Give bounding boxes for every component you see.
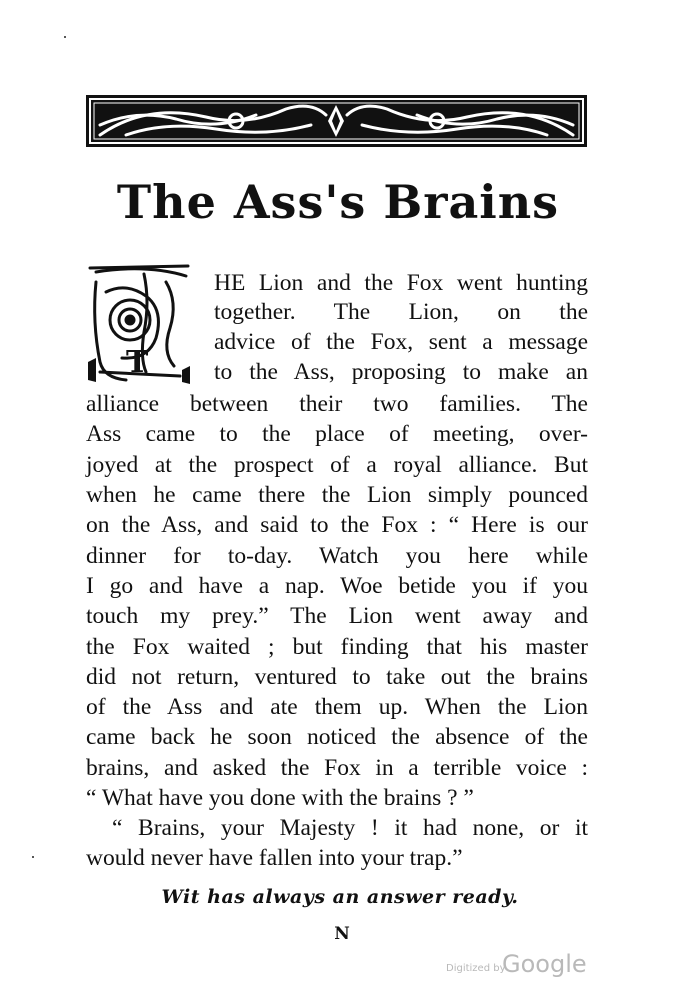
text-line: joyed at the prospect of a royal alliance. But	[86, 452, 588, 478]
scan-speck	[64, 36, 66, 38]
text-line: Ass came to the place of meeting, over-	[86, 421, 588, 447]
ornamental-headpiece	[86, 95, 587, 147]
text-line: together. The Lion, on the	[214, 299, 588, 325]
digitized-watermark	[446, 950, 596, 984]
text-line: “ What have you done with the brains ? ”	[86, 785, 474, 811]
text-line: I go and have a nap. Woe betide you if you	[86, 573, 588, 599]
drop-cap	[86, 262, 192, 384]
text-line: brains, and asked the Fox in a terrible voice :	[86, 755, 588, 781]
text-line: advice of the Fox, sent a message	[214, 329, 588, 355]
text-line: of the Ass and ate them up. When the Lion	[86, 694, 588, 720]
text-line: “ Brains, your Majesty ! it had none, or it	[112, 815, 588, 841]
text-line: the Fox waited ; but finding that his master	[86, 634, 588, 660]
ornamental-letter-t-icon	[86, 262, 192, 384]
text-line: would never have fallen into your trap.”	[86, 845, 463, 871]
text-line: to the Ass, proposing to make an	[214, 359, 588, 385]
signature-mark: N	[334, 924, 350, 944]
text-line: did not return, ventured to take out the brains	[86, 664, 588, 690]
scan-speck	[32, 856, 34, 858]
text-line: alliance between their two families. The	[86, 391, 588, 417]
scroll-ornament-icon	[86, 95, 587, 147]
text-line: came back he soon noticed the absence of the	[86, 724, 588, 750]
text-line: dinner for to-day. Watch you here while	[86, 543, 588, 569]
page-title: The Ass's Brains	[116, 175, 560, 229]
moral-text: Wit has always an answer ready.	[161, 886, 519, 908]
watermark-prefix: Digitized by	[446, 963, 506, 974]
google-logo: Google	[502, 950, 587, 978]
dropcap-letter: T	[126, 345, 149, 380]
text-line: when he came there the Lion simply pounced	[86, 482, 588, 508]
text-line: touch my prey.” The Lion went away and	[86, 603, 588, 629]
text-line: HE Lion and the Fox went hunting	[214, 270, 588, 296]
text-line: on the Ass, and said to the Fox : “ Here is our	[86, 512, 588, 538]
